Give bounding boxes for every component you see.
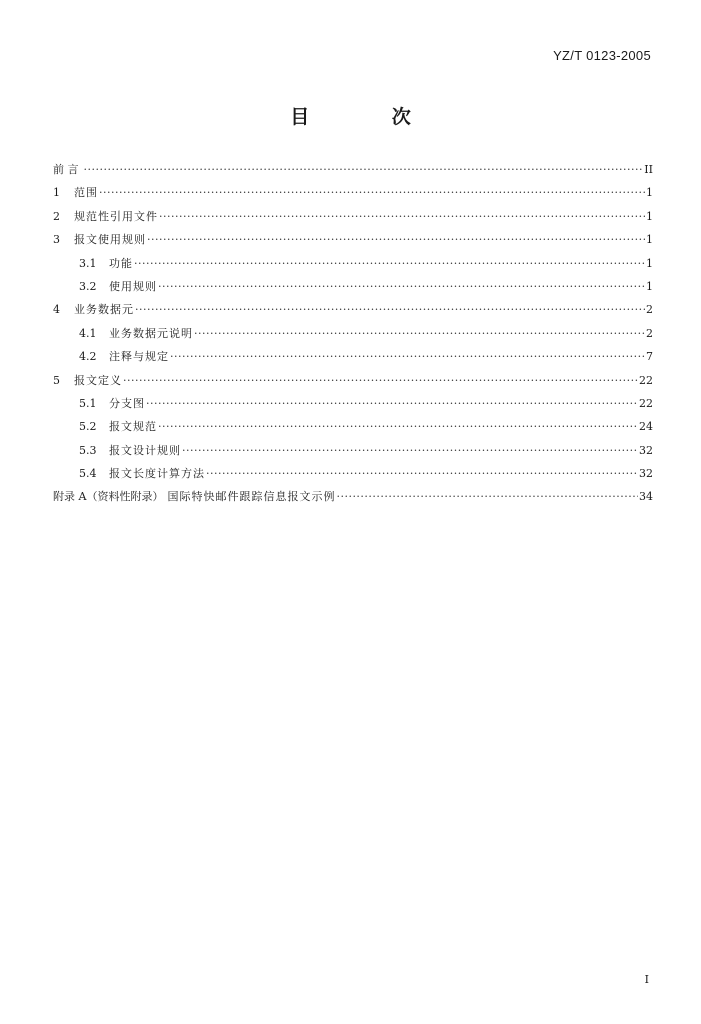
toc-label: 报文定义 [74, 373, 122, 387]
toc-page-number: 22 [639, 396, 653, 410]
toc-number: 4 [53, 303, 60, 317]
toc-page-number: II [644, 163, 653, 176]
toc-page-number: 7 [646, 350, 653, 364]
toc-leader-dots [147, 228, 645, 251]
toc-number: 3.1 [79, 256, 97, 270]
toc-entry-4-2[interactable] [53, 345, 653, 368]
toc-leader-dots [158, 275, 645, 298]
toc-label: 国际特快邮件跟踪信息报文示例 [167, 490, 336, 504]
toc-page-number: 24 [639, 420, 653, 434]
toc-page-number: 32 [639, 467, 653, 481]
toc-entry-5[interactable] [53, 369, 653, 392]
toc-leader-dots [134, 252, 645, 275]
toc-label: 报文长度计算方法 [109, 467, 205, 481]
toc-leader-dots [194, 322, 645, 345]
toc-leader-dots [336, 485, 638, 508]
toc-number: 3.2 [79, 279, 97, 293]
toc-leader-dots [170, 345, 645, 368]
toc-number: 4.2 [79, 350, 97, 364]
toc-number: 3 [53, 233, 60, 247]
toc-page-number: 1 [646, 209, 653, 223]
toc-leader-dots [159, 205, 645, 228]
table-of-contents [53, 158, 653, 509]
toc-label: 业务数据元说明 [109, 326, 193, 340]
toc-entry-appendix-a[interactable] [53, 485, 653, 508]
toc-entry-2[interactable] [53, 205, 653, 228]
toc-leader-dots [135, 298, 645, 321]
toc-page-number: 1 [646, 279, 653, 293]
toc-page-number: 2 [646, 303, 653, 317]
toc-page-number: 32 [639, 443, 653, 457]
toc-number: 5.1 [79, 396, 97, 410]
toc-label: 使用规则 [109, 279, 157, 293]
toc-label: 范围 [74, 186, 98, 200]
toc-number: 前 言 [53, 163, 79, 176]
toc-entry-5-1[interactable] [53, 392, 653, 415]
toc-leader-dots [123, 369, 638, 392]
toc-page-number: 1 [646, 233, 653, 247]
toc-label: 功能 [109, 256, 133, 270]
toc-label: 分支图 [109, 396, 145, 410]
toc-label: 报文使用规则 [74, 233, 146, 247]
toc-label: 业务数据元 [74, 303, 134, 317]
toc-leader-dots [146, 392, 638, 415]
toc-entry-5-4[interactable] [53, 462, 653, 485]
toc-number: 5.2 [79, 420, 97, 434]
toc-page-number: 34 [639, 490, 653, 504]
page-title: 目 次 [290, 106, 449, 128]
toc-number: 5.4 [79, 467, 97, 481]
toc-number: 附录 A（资料性附录） [53, 490, 164, 504]
toc-number: 5 [53, 373, 60, 387]
document-code: YZ/T 0123-2005 [553, 48, 651, 63]
page-number: I [644, 973, 649, 986]
toc-leader-dots [99, 181, 645, 204]
toc-number: 2 [53, 209, 60, 223]
toc-page-number: 2 [646, 326, 653, 340]
toc-label: 报文设计规则 [109, 443, 181, 457]
toc-entry-5-2[interactable] [53, 415, 653, 438]
toc-entry-1[interactable] [53, 181, 653, 204]
toc-entry-3-2[interactable] [53, 275, 653, 298]
toc-number: 1 [53, 186, 60, 200]
toc-entry-5-3[interactable] [53, 439, 653, 462]
toc-entry-preface[interactable] [53, 158, 653, 181]
toc-page-number: 1 [646, 186, 653, 200]
toc-label: 规范性引用文件 [74, 209, 158, 223]
toc-entry-4[interactable] [53, 298, 653, 321]
toc-leader-dots [182, 439, 638, 462]
toc-leader-dots [158, 415, 638, 438]
toc-label: 报文规范 [109, 420, 157, 434]
toc-label: 注释与规定 [109, 350, 169, 364]
toc-entry-3-1[interactable] [53, 252, 653, 275]
toc-page-number: 22 [639, 373, 653, 387]
toc-number: 5.3 [79, 443, 97, 457]
toc-entry-4-1[interactable] [53, 322, 653, 345]
toc-page-number: 1 [646, 256, 653, 270]
toc-leader-dots [84, 158, 644, 181]
toc-number: 4.1 [79, 326, 97, 340]
toc-entry-3[interactable] [53, 228, 653, 251]
toc-leader-dots [206, 462, 638, 485]
